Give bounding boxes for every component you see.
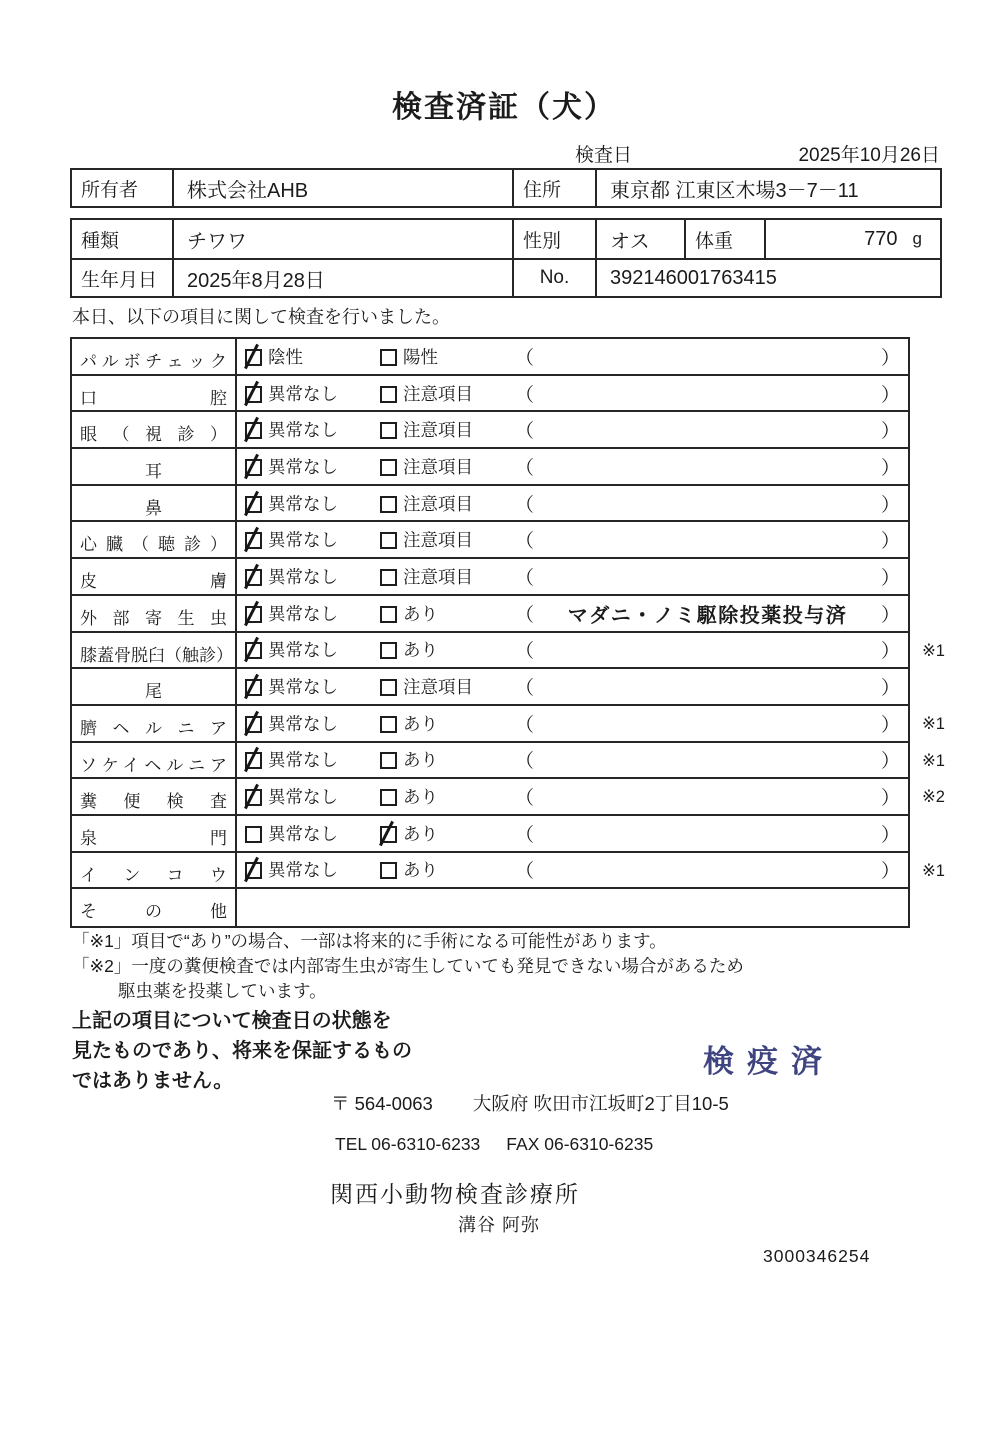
item-label: 心臓（聴診）: [72, 522, 237, 557]
checkbox-checked-icon: [245, 496, 262, 513]
row-body: [237, 449, 908, 484]
clinic-fax: FAX 06-6310-6235: [506, 1134, 654, 1154]
row-body: [237, 816, 908, 851]
option-label: 注意項目: [403, 530, 473, 551]
footnote-ref: ※2: [921, 788, 945, 807]
checkbox-checked-icon: [245, 716, 262, 733]
weight-value: 770: [864, 227, 898, 250]
item-label: 眼（視診）: [72, 412, 237, 447]
pet-info-row-1: [72, 220, 940, 258]
page-title: 検査済証（犬）: [392, 91, 616, 124]
disclaimer-line-1: 上記の項目について検査日の状態を: [72, 1010, 392, 1032]
option-label: あり: [403, 823, 438, 844]
checkbox-checked-icon: [245, 789, 262, 806]
close-paren: ）: [880, 751, 900, 773]
result-field: [515, 416, 908, 443]
result-field: [515, 453, 908, 480]
result-field: [515, 710, 908, 737]
address-value: 東京都 江東区木場3－7－11: [595, 170, 940, 206]
inspection-row: [72, 669, 908, 706]
inspection-date-line: [575, 140, 940, 167]
inspection-row: [72, 743, 945, 780]
inspection-row: [72, 522, 908, 559]
footnotes: [72, 929, 744, 1004]
disclaimer-line-3: ではありません。: [72, 1070, 234, 1092]
pet-info-table: [70, 218, 942, 298]
item-label: 口腔: [72, 376, 237, 411]
option-primary: [245, 491, 380, 516]
option-primary: [245, 637, 380, 662]
examiner-name: 溝谷 阿弥: [458, 1215, 541, 1235]
checkbox-checked-icon: [245, 349, 262, 366]
close-paren: ）: [880, 604, 900, 626]
checkbox-unchecked-icon: [380, 606, 397, 623]
row-body: [237, 486, 908, 521]
option-label: あり: [403, 787, 438, 808]
item-label: 外部寄生虫: [72, 596, 237, 631]
result-field: [515, 673, 908, 700]
checkbox-checked-icon: [245, 752, 262, 769]
option-primary: [245, 344, 380, 369]
inspection-row: [72, 633, 945, 670]
option-label: あり: [403, 640, 438, 661]
item-label: 尾: [72, 669, 237, 704]
inspection-row: [72, 889, 908, 926]
sex-label: 性別: [512, 220, 595, 258]
row-body: [237, 853, 908, 888]
option-label: 異常なし: [268, 603, 338, 624]
footnote-ref: ※1: [921, 861, 945, 880]
result-field: [515, 820, 908, 847]
option-label: 異常なし: [268, 823, 338, 844]
item-label: 臍ヘルニア: [72, 706, 237, 741]
footnote-ref: ※1: [921, 641, 945, 660]
pet-info-row-2: [72, 258, 940, 296]
checkbox-unchecked-icon: [380, 386, 397, 403]
footnote-ref: ※1: [921, 751, 945, 770]
inspection-row: [72, 706, 945, 743]
document-number: 3000346254: [763, 1246, 871, 1266]
inspection-row: [72, 339, 908, 376]
close-paren: ）: [880, 788, 900, 810]
clinic-postal-address: [331, 1090, 729, 1116]
footnote-2-continued: 駆虫薬を投薬しています。: [118, 981, 327, 1001]
option-secondary: [380, 564, 515, 589]
row-body: [237, 412, 908, 447]
option-label: あり: [403, 713, 438, 734]
item-label: 鼻: [72, 486, 237, 521]
clinic-name: 関西小動物検査診療所: [330, 1181, 580, 1207]
open-paren: （: [515, 457, 535, 479]
breed-value: チワワ: [172, 220, 512, 258]
checkbox-unchecked-icon: [380, 349, 397, 366]
open-paren: （: [515, 567, 535, 589]
option-secondary: [380, 454, 515, 479]
option-primary: [245, 784, 380, 809]
item-label: 泉門: [72, 816, 237, 851]
inspection-row: [72, 596, 908, 633]
checkbox-checked-icon: [245, 532, 262, 549]
checkbox-checked-icon: [245, 422, 262, 439]
quarantine-passed-stamp: 検疫済: [703, 1044, 835, 1079]
close-paren: ）: [880, 347, 900, 369]
option-label: あり: [403, 860, 438, 881]
option-secondary: [380, 784, 515, 809]
option-primary: [245, 417, 380, 442]
disclaimer-line-2: 見たものであり、将来を保証するもの: [72, 1040, 412, 1062]
checkbox-unchecked-icon: [380, 862, 397, 879]
row-body: [237, 669, 908, 704]
close-paren: ）: [880, 714, 900, 736]
disclaimer: [72, 1006, 412, 1096]
open-paren: （: [515, 751, 535, 773]
checkbox-checked-icon: [245, 386, 262, 403]
close-paren: ）: [880, 457, 900, 479]
option-secondary: [380, 711, 515, 736]
option-label: 注意項目: [403, 566, 473, 587]
item-label: 耳: [72, 449, 237, 484]
birthdate-value: 2025年8月28日: [172, 260, 512, 296]
clinic-tel: TEL 06-6310-6233: [335, 1134, 481, 1154]
inspection-row: [72, 853, 945, 890]
option-secondary: [380, 601, 515, 626]
sex-value: オス: [595, 220, 684, 258]
result-text: マダニ・ノミ駆除投薬投与済: [567, 604, 848, 627]
option-primary: [245, 527, 380, 552]
checkbox-checked-icon: [245, 569, 262, 586]
option-secondary: [380, 417, 515, 442]
checkbox-checked-icon: [380, 826, 397, 843]
footnote-1: 「※1」項目で“あり”の場合、一部は将来的に手術になる可能性があります。: [72, 931, 667, 951]
close-paren: ）: [880, 384, 900, 406]
inspection-row: [72, 779, 945, 816]
inspection-date-value: 2025年10月26日: [798, 145, 940, 166]
owner-value: 株式会社AHB: [172, 170, 512, 206]
item-label: 皮膚: [72, 559, 237, 594]
checkbox-checked-icon: [245, 679, 262, 696]
open-paren: （: [515, 421, 535, 443]
weight-value-cell: [764, 220, 940, 258]
checkbox-checked-icon: [245, 642, 262, 659]
option-label: 陽性: [403, 346, 438, 367]
close-paren: ）: [880, 861, 900, 883]
option-secondary: [380, 857, 515, 882]
row-body: [237, 596, 908, 631]
checkbox-unchecked-icon: [380, 496, 397, 513]
close-paren: ）: [880, 567, 900, 589]
option-primary: [245, 857, 380, 882]
result-field: [515, 526, 908, 553]
open-paren: （: [515, 531, 535, 553]
option-primary: [245, 747, 380, 772]
checkbox-unchecked-icon: [380, 752, 397, 769]
close-paren: ）: [880, 494, 900, 516]
option-label: 注意項目: [403, 677, 473, 698]
checkbox-unchecked-icon: [380, 716, 397, 733]
item-label: 膝蓋骨脱臼（触診）: [72, 633, 237, 668]
option-secondary: [380, 527, 515, 552]
option-secondary: [380, 381, 515, 406]
row-body: [237, 376, 908, 411]
option-label: 異常なし: [268, 787, 338, 808]
open-paren: （: [515, 494, 535, 516]
weight-label: 体重: [684, 220, 764, 258]
result-field: [515, 856, 908, 883]
checkbox-unchecked-icon: [380, 459, 397, 476]
postal-code: 〒 564-0063: [331, 1093, 433, 1114]
option-label: 注意項目: [403, 420, 473, 441]
inspection-row: [72, 449, 908, 486]
option-label: 注意項目: [403, 493, 473, 514]
option-label: 異常なし: [268, 713, 338, 734]
checkbox-unchecked-icon: [380, 532, 397, 549]
checkbox-checked-icon: [245, 459, 262, 476]
row-body: [237, 889, 908, 926]
row-body: [237, 633, 908, 668]
option-secondary: [380, 344, 515, 369]
open-paren: （: [515, 788, 535, 810]
option-primary: [245, 454, 380, 479]
option-label: 異常なし: [268, 456, 338, 477]
option-primary: [245, 674, 380, 699]
close-paren: ）: [880, 678, 900, 700]
inspection-row: [72, 816, 908, 853]
option-label: 異常なし: [268, 493, 338, 514]
open-paren: （: [515, 604, 535, 626]
inspection-date-label: 検査日: [575, 145, 633, 166]
item-label: その他: [72, 889, 237, 926]
option-secondary: [380, 747, 515, 772]
item-label: ソケイヘルニア: [72, 743, 237, 778]
checkbox-checked-icon: [245, 862, 262, 879]
close-paren: ）: [880, 421, 900, 443]
footnote-ref: ※1: [921, 714, 945, 733]
result-field: [515, 599, 908, 628]
option-label: 異常なし: [268, 530, 338, 551]
intro-text: 本日、以下の項目に関して検査を行いました。: [72, 307, 450, 327]
result-field: [515, 380, 908, 407]
checkbox-unchecked-icon: [380, 642, 397, 659]
option-label: 異常なし: [268, 383, 338, 404]
checkbox-unchecked-icon: [380, 422, 397, 439]
row-body: [237, 559, 908, 594]
checkbox-checked-icon: [245, 606, 262, 623]
open-paren: （: [515, 678, 535, 700]
option-secondary: [380, 637, 515, 662]
row-body: [237, 339, 908, 374]
checkbox-unchecked-icon: [245, 826, 262, 843]
open-paren: （: [515, 824, 535, 846]
checkbox-unchecked-icon: [380, 569, 397, 586]
option-secondary: [380, 491, 515, 516]
clinic-address: 大阪府 吹田市江坂町2丁目10-5: [472, 1093, 729, 1114]
open-paren: （: [515, 861, 535, 883]
result-field: [515, 343, 908, 370]
row-body: [237, 522, 908, 557]
option-label: 異常なし: [268, 420, 338, 441]
row-body: [237, 743, 908, 778]
open-paren: （: [515, 641, 535, 663]
result-field: [515, 490, 908, 517]
microchip-no-label: No.: [512, 260, 595, 296]
address-label: 住所: [512, 170, 595, 206]
option-secondary: [380, 821, 515, 846]
option-primary: [245, 711, 380, 736]
item-label: インコウ: [72, 853, 237, 888]
owner-label: 所有者: [81, 179, 139, 201]
option-primary: [245, 564, 380, 589]
checkbox-unchecked-icon: [380, 789, 397, 806]
option-label: 異常なし: [268, 677, 338, 698]
option-label: 異常なし: [268, 640, 338, 661]
inspection-row: [72, 486, 908, 523]
result-field: [515, 746, 908, 773]
result-field: [515, 783, 908, 810]
open-paren: （: [515, 347, 535, 369]
option-label: 異常なし: [268, 860, 338, 881]
option-label: あり: [403, 750, 438, 771]
microchip-no-value: 392146001763415: [595, 260, 940, 296]
inspection-table: [70, 337, 945, 928]
breed-label: 種類: [81, 230, 120, 252]
close-paren: ）: [880, 641, 900, 663]
result-field: [515, 636, 908, 663]
item-label: 糞便検査: [72, 779, 237, 814]
owner-table: [70, 168, 942, 208]
birthdate-label: 生年月日: [81, 269, 158, 291]
option-label: 陰性: [268, 346, 303, 367]
row-body: [237, 779, 908, 814]
clinic-tel-fax: [335, 1134, 653, 1155]
option-label: 注意項目: [403, 456, 473, 477]
option-label: あり: [403, 603, 438, 624]
result-field: [515, 563, 908, 590]
option-label: 異常なし: [268, 750, 338, 771]
inspection-row: [72, 559, 908, 596]
inspection-row: [72, 412, 908, 449]
footnote-2: 「※2」一度の糞便検査では内部寄生虫が寄生していても発見できない場合があるため: [72, 956, 744, 976]
open-paren: （: [515, 714, 535, 736]
option-primary: [245, 601, 380, 626]
weight-unit: g: [912, 229, 922, 248]
close-paren: ）: [880, 531, 900, 553]
inspection-row: [72, 376, 908, 413]
open-paren: （: [515, 384, 535, 406]
row-body: [237, 706, 908, 741]
option-primary: [245, 381, 380, 406]
option-primary: [245, 821, 380, 846]
option-label: 注意項目: [403, 383, 473, 404]
option-label: 異常なし: [268, 566, 338, 587]
checkbox-unchecked-icon: [380, 679, 397, 696]
item-label: パルボチェック: [72, 339, 237, 374]
option-secondary: [380, 674, 515, 699]
close-paren: ）: [880, 824, 900, 846]
